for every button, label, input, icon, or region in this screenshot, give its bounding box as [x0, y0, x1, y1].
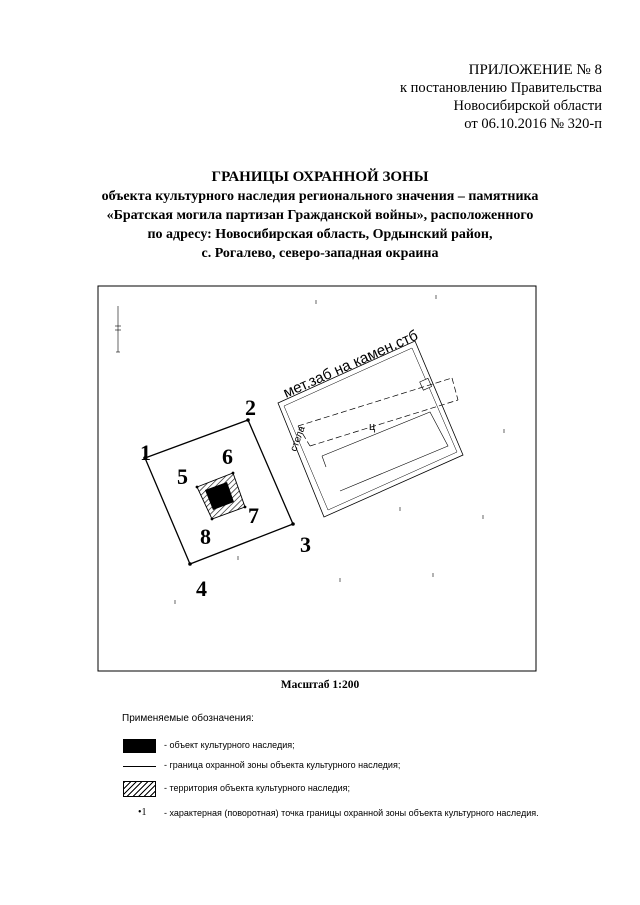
- appendix-date: от 06.10.2016 № 320-п: [464, 116, 602, 132]
- title-main: ГРАНИЦЫ ОХРАННОЙ ЗОНЫ: [211, 169, 429, 185]
- point-label-4: 4: [196, 576, 207, 601]
- point-label-8: 8: [200, 524, 211, 549]
- legend-territory-text: - территория объекта культурного наследия;: [164, 783, 351, 793]
- point-label-3: 3: [300, 532, 311, 557]
- fence-label: мет.заб на камен.стб: [280, 326, 421, 402]
- wall-label: стела: [288, 424, 308, 454]
- appendix-resolution: к постановлению Правительства: [400, 80, 602, 96]
- point-label-2: 2: [245, 395, 256, 420]
- legend-point-text: - характерная (поворотная) точка границы охранной зоны объекта культурного наследия.: [164, 808, 539, 818]
- north-arrow-mark: [115, 306, 121, 352]
- point-marker-8: [211, 518, 214, 521]
- legend-territory-swatch: [123, 781, 156, 797]
- legend-heading: Применяемые обозначения:: [122, 713, 254, 724]
- point-marker-6: [232, 472, 235, 475]
- inner-building: [322, 412, 448, 491]
- legend-boundary-swatch: [123, 766, 156, 767]
- appendix-region: Новосибирской области: [453, 98, 602, 114]
- legend-object-text: - объект культурного наследия;: [164, 740, 295, 750]
- scale-label: Масштаб 1:200: [280, 679, 360, 691]
- title-object: объекта культурного наследия регионального значения – памятника: [101, 189, 539, 204]
- title-monument: «Братская могила партизан Гражданской войны», расположенного: [106, 208, 534, 223]
- dashed-structure: [298, 378, 458, 446]
- legend-object-swatch: [123, 739, 156, 753]
- legend-boundary-text: - граница охранной зоны объекта культурного наследия;: [164, 760, 401, 770]
- fence-post: [420, 378, 432, 390]
- plan-frame: [98, 286, 536, 671]
- appendix-number: ПРИЛОЖЕНИЕ № 8: [468, 62, 602, 78]
- point-marker-7: [244, 506, 247, 509]
- title-address: по адресу: Новосибирская область, Ордынский район,: [147, 227, 493, 242]
- point-marker-3: [291, 522, 295, 526]
- point-label-5: 5: [177, 464, 188, 489]
- point-label-7: 7: [248, 503, 259, 528]
- legend-point-symbol: •1: [138, 807, 147, 818]
- point-label-1: 1: [140, 440, 151, 465]
- title-locality: с. Рогалево, северо-западная окраина: [201, 246, 439, 261]
- point-label-6: 6: [222, 444, 233, 469]
- point-marker-5: [196, 486, 199, 489]
- point-marker-4: [188, 562, 192, 566]
- center-label: ц: [369, 421, 376, 433]
